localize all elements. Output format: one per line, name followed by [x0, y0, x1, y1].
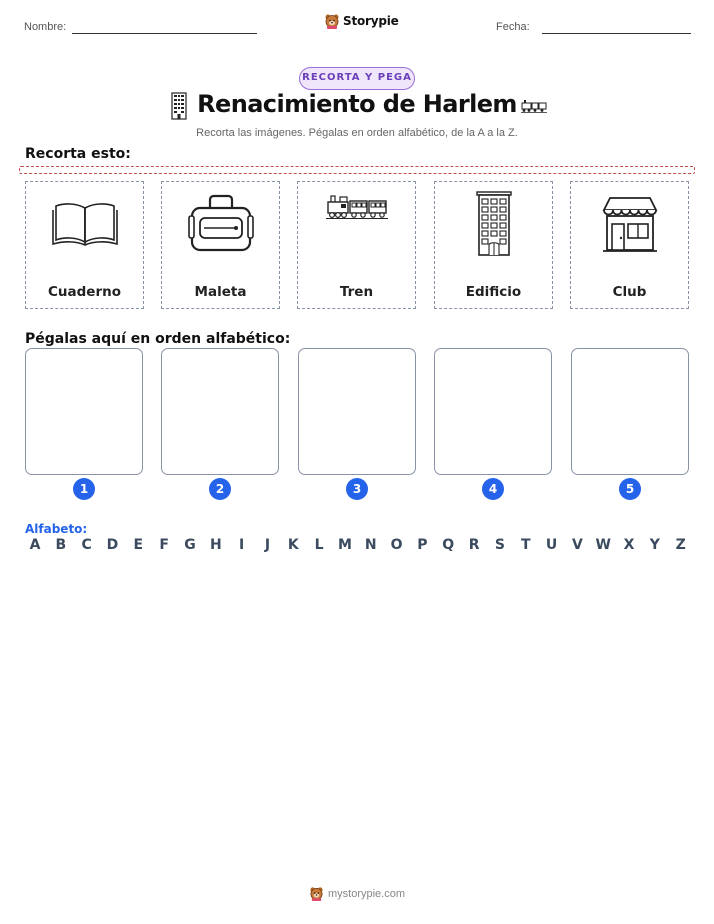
activity-badge: RECORTA Y PEGA — [299, 67, 415, 90]
alphabet-letter: F — [159, 537, 169, 553]
paste-slot-3[interactable] — [298, 348, 416, 475]
slot-number-4: 4 — [482, 478, 504, 500]
slot-number-5: 5 — [619, 478, 641, 500]
alphabet-letter: K — [287, 537, 299, 553]
alphabet-letter: T — [520, 537, 531, 553]
alphabet-letter: H — [209, 537, 222, 553]
alphabet-row — [26, 537, 690, 553]
card-label: Cuaderno — [48, 284, 121, 300]
alphabet-letter: U — [545, 537, 558, 553]
alphabet-letter: S — [494, 537, 505, 553]
train-icon — [326, 194, 388, 220]
storefront-icon — [600, 194, 660, 254]
alphabet-letter: N — [364, 537, 377, 553]
alphabet-letter: M — [337, 537, 352, 553]
alphabet-letter: W — [595, 537, 611, 553]
slot-number-2: 2 — [209, 478, 231, 500]
name-line[interactable] — [72, 33, 257, 34]
alphabet-letter: X — [623, 537, 635, 553]
alphabet-letter: B — [55, 537, 67, 553]
building-icon — [474, 191, 514, 257]
alphabet-letter: P — [417, 537, 428, 553]
paste-slot-2[interactable] — [161, 348, 279, 475]
card-label: Edificio — [465, 284, 522, 300]
train-icon — [521, 99, 547, 113]
cut-card-edificio[interactable] — [434, 181, 553, 309]
alphabet-letter: A — [29, 537, 41, 553]
alphabet-letter: E — [133, 537, 144, 553]
name-label: Nombre: — [24, 21, 67, 33]
bear-mascot-icon — [309, 886, 324, 901]
cut-card-club[interactable] — [570, 181, 689, 309]
bag-icon — [188, 194, 254, 254]
open-book-icon — [52, 200, 118, 248]
alphabet-letter: Q — [442, 537, 455, 553]
alphabet-letter: J — [264, 537, 271, 553]
alphabet-letter: Y — [649, 537, 660, 553]
card-label: Tren — [339, 284, 374, 300]
slot-number-3: 3 — [346, 478, 368, 500]
brand-logo — [324, 13, 399, 29]
card-label: Maleta — [194, 284, 247, 300]
cut-card-tren[interactable] — [297, 181, 416, 309]
alphabet-letter: R — [468, 537, 480, 553]
footer-url[interactable]: mystorypie.com — [327, 887, 406, 900]
paste-heading: Pégalas aquí en orden alfabético: — [25, 331, 291, 347]
alphabet-letter: G — [184, 537, 196, 553]
instructions: Recorta las imágenes. Pégalas en orden alfabético, de la A a la Z. — [196, 127, 518, 139]
alphabet-heading: Alfabeto: — [25, 522, 88, 536]
date-label: Fecha: — [496, 21, 530, 33]
card-label: Club — [612, 284, 647, 300]
brand-name: Storypie — [343, 14, 399, 28]
alphabet-letter: Z — [675, 537, 686, 553]
cut-heading: Recorta esto: — [25, 146, 131, 162]
alphabet-letter: C — [81, 537, 92, 553]
cut-card-cuaderno[interactable] — [25, 181, 144, 309]
alphabet-letter: L — [314, 537, 324, 553]
alphabet-letter: I — [239, 537, 245, 553]
footer — [0, 886, 714, 901]
alphabet-letter: O — [390, 537, 403, 553]
date-line[interactable] — [542, 33, 691, 34]
alphabet-letter: V — [571, 537, 583, 553]
paste-slot-1[interactable] — [25, 348, 143, 475]
paste-slot-4[interactable] — [434, 348, 552, 475]
bear-mascot-icon — [324, 13, 340, 29]
slot-number-1: 1 — [73, 478, 95, 500]
alphabet-letter: D — [106, 537, 119, 553]
cut-line — [19, 166, 695, 174]
page-title: Renacimiento de Harlem — [197, 90, 517, 118]
paste-slot-5[interactable] — [571, 348, 689, 475]
cut-card-maleta[interactable] — [161, 181, 280, 309]
